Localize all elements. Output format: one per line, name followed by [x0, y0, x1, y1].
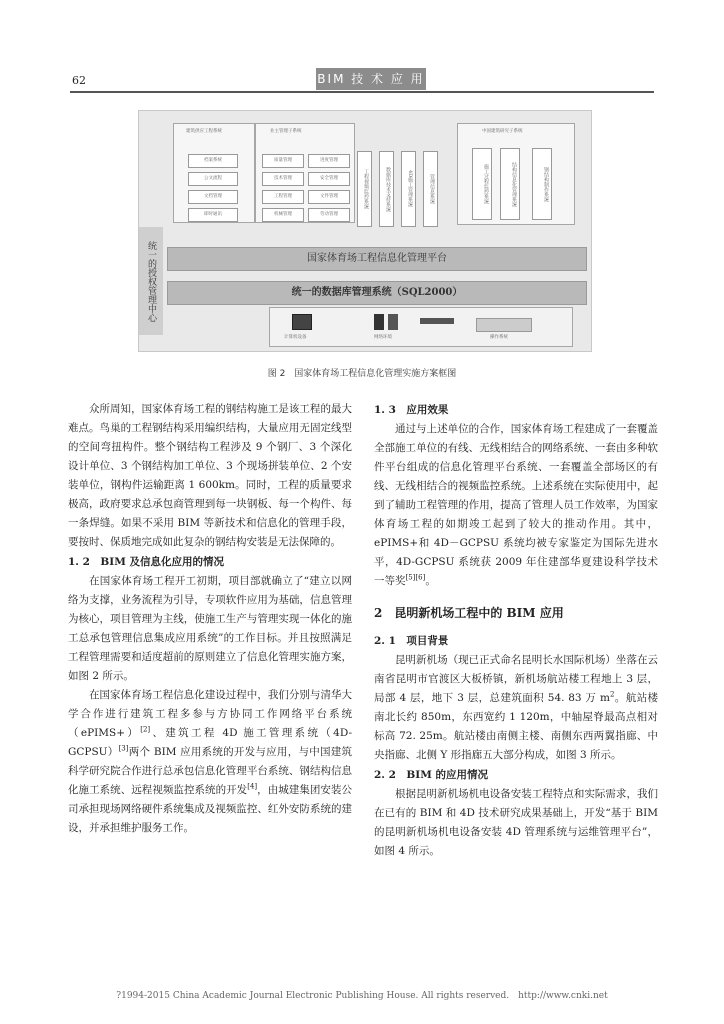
hardware-label: 网络环境: [374, 335, 392, 340]
page-number: 62: [72, 74, 86, 87]
mid-item: 质量管理: [262, 154, 304, 168]
paragraph: 根据昆明新机场机电设备安装工程特点和实际需求，我们在已有的 BIM 和 4D 技术研究成果基础上，开发“基于 BIM 的昆明新机场机电设备安装 4D 管理系统与运维管理平台”，如图 4 所示。: [374, 788, 658, 857]
superscript: 2: [609, 690, 615, 699]
vertical-system: 数据库技术支持系统: [379, 151, 394, 227]
mid-item: 劳动管理: [308, 208, 350, 222]
text: 昆明新机场（现已正式命名昆明长水国际机场）坐落在云南省昆明市官渡区大板桥镇，新机场航站楼工程地上 3 层，局部 4 层，地下 3 层，总建筑面积 54. 83 万 m: [374, 654, 658, 704]
hardware-label: 操作系统: [490, 335, 508, 340]
header-rule: [70, 91, 654, 93]
left-item: 档案系统: [188, 154, 238, 168]
mid-subsystem-group: [255, 123, 355, 223]
paragraph: [374, 651, 658, 765]
mid-subsystem-title: 业主管理子系统: [270, 129, 302, 134]
figure-caption: 图 2 国家体育场工程信息化管理实施方案框图: [267, 369, 457, 379]
database-band: 统一的数据库管理系统（SQL2000）: [167, 281, 587, 305]
text: 。航站楼南北长约 850m，东西宽约 1 120m，中轴屋脊最高点相对标高 72. 25m。航站楼由南侧主楼、南侧东西两翼指廊、中央指廊、北侧 Y 形指廊五大部分构成，如图 3 所示。: [374, 692, 659, 761]
platform-band: 国家体育场工程信息化管理平台: [167, 247, 587, 271]
right-subsystem-group: [457, 123, 575, 225]
mid-item: 进度管理: [308, 154, 350, 168]
text: 通过与上述单位的合作，国家体育场工程建成了一套覆盖全部施工单位的有线、无线相结合的网络系统、一套由多种软件平台组成的信息化管理平台系统、一套覆盖全部场区的有线、无线相结合的视频监控系统。上述系统在实际使用中，起到了辅助工程管理的作用，提高了管理人员工作效率，为国家体育场工程的如期竣工起到了较大的推动作用。其中，ePIMS+和 4D－GCPSU 系统均被专家鉴定为国际先进水平，4D-GCPSU 系统获 2009 年住建部华夏建设科学技术一等奖: [374, 423, 658, 587]
section-heading: 2. 1 项目背景: [374, 635, 449, 647]
copyright-footer: ?1994-2015 China Academic Journal Electronic Publishing House. All rights reserved. http://www.cnki.net: [116, 991, 608, 1001]
mid-item: 技术管理: [262, 172, 304, 186]
figure-diagram: [138, 110, 592, 352]
section-heading: 2. 2 BIM 的应用情况: [374, 769, 488, 781]
text: 。: [425, 575, 436, 587]
right-item: 钢结构制作系统: [532, 148, 552, 220]
citation: [5][6]: [405, 573, 426, 582]
vertical-system: 管理信息系统: [423, 151, 438, 227]
left-item: 文档管理: [188, 190, 238, 204]
left-item: 公文流程: [188, 172, 238, 186]
computer-icon: [292, 314, 312, 330]
chapter-heading: 2 昆明新机场工程中的 BIM 应用: [374, 606, 564, 620]
citation: [3]: [118, 744, 129, 753]
vertical-system: 4D施工管理系统: [401, 151, 416, 227]
paragraph: [68, 686, 352, 838]
paragraph: 在国家体育场工程开工初期，项目部就确立了“建立以网络为支撑，业务流程为引导，专项软件应用为基础，信息管理为核心，项目管理为主线，使施工生产与管理实现一体化的施工总承包管理信息集成应用系统”的工作目标。并且按照满足工程管理需要和适度超前的原则建立了信息化管理实施方案，如图 2 所示。: [68, 575, 352, 682]
right-item: 施工过程监控系统: [472, 148, 492, 220]
mid-item: 文件管理: [308, 190, 350, 204]
os-box: [476, 318, 532, 332]
text: 、建筑工程 4D 施工管理系统（4D-GCPSU）: [68, 727, 352, 758]
hardware-row: [269, 307, 573, 347]
text: 在国家体育场工程信息化建设过程中，我们分别与清华大学合作进行建筑工程多参与方协同工作网络平台系统（ePIMS+）: [68, 689, 352, 739]
right-item: 结构信息化管理系统: [500, 148, 520, 220]
journal-section-tab: BIM 技 术 应 用: [316, 68, 426, 90]
auth-center-band: 统一的授权管理中心: [139, 227, 163, 335]
right-column: [374, 400, 658, 861]
text: ，由城建集团安装公司承担现场网络硬件系统集成及视频监控、红外安防系统的建设，并承担维护服务工作。: [68, 784, 353, 834]
citation: [4]: [247, 782, 258, 791]
citation: [2]: [140, 725, 151, 734]
hardware-label: 计算机设备: [284, 335, 307, 340]
paragraph: 众所周知，国家体育场工程的钢结构施工是该工程的最大难点。鸟巢的工程钢结构采用编织结构，大量应用无固定线型的空间弯扭构件。整个钢结构工程涉及 9 个钢厂、3 个深化设计单位、3 个钢结构加工单位、3 个现场拼装单位、2 个安装单位，钢构件运输距离 1 600km。同时，工程的质量要求极高，政府要求总承包商管理到每一块钢板、每一个构件、每一条焊缝。如果不采用 BIM 等新技术和信息化的管理手段，要按时、保质地完成如此复杂的钢结构安装是无法保障的。: [68, 403, 352, 548]
mid-item: 安全管理: [308, 172, 350, 186]
vertical-system: 工程视频监控系统: [357, 151, 372, 227]
section-heading: 1. 2 BIM 及信息化应用的情况: [68, 556, 224, 568]
left-item: 即时通讯: [188, 208, 238, 222]
left-subsystem-group: [173, 123, 255, 223]
mid-item: 工程管理: [262, 190, 304, 204]
left-column: [68, 400, 352, 838]
left-subsystem-title: 建筑供应工程系统: [186, 129, 222, 134]
right-subsystem-title: 中国建筑研究子系统: [482, 129, 523, 134]
switch-icon: [420, 318, 454, 324]
mid-item: 机械管理: [262, 208, 304, 222]
server-icon: [388, 314, 398, 330]
section-heading: 1. 3 应用效果: [374, 404, 449, 416]
text: 两个 BIM 应用系统的开发与应用，与中国建筑科学研究院合作进行总承包信息化管理平台系统、钢结构信息化施工系统、远程视频监控系统的开发: [68, 746, 353, 796]
paragraph: [374, 420, 658, 591]
server-icon: [374, 314, 384, 330]
